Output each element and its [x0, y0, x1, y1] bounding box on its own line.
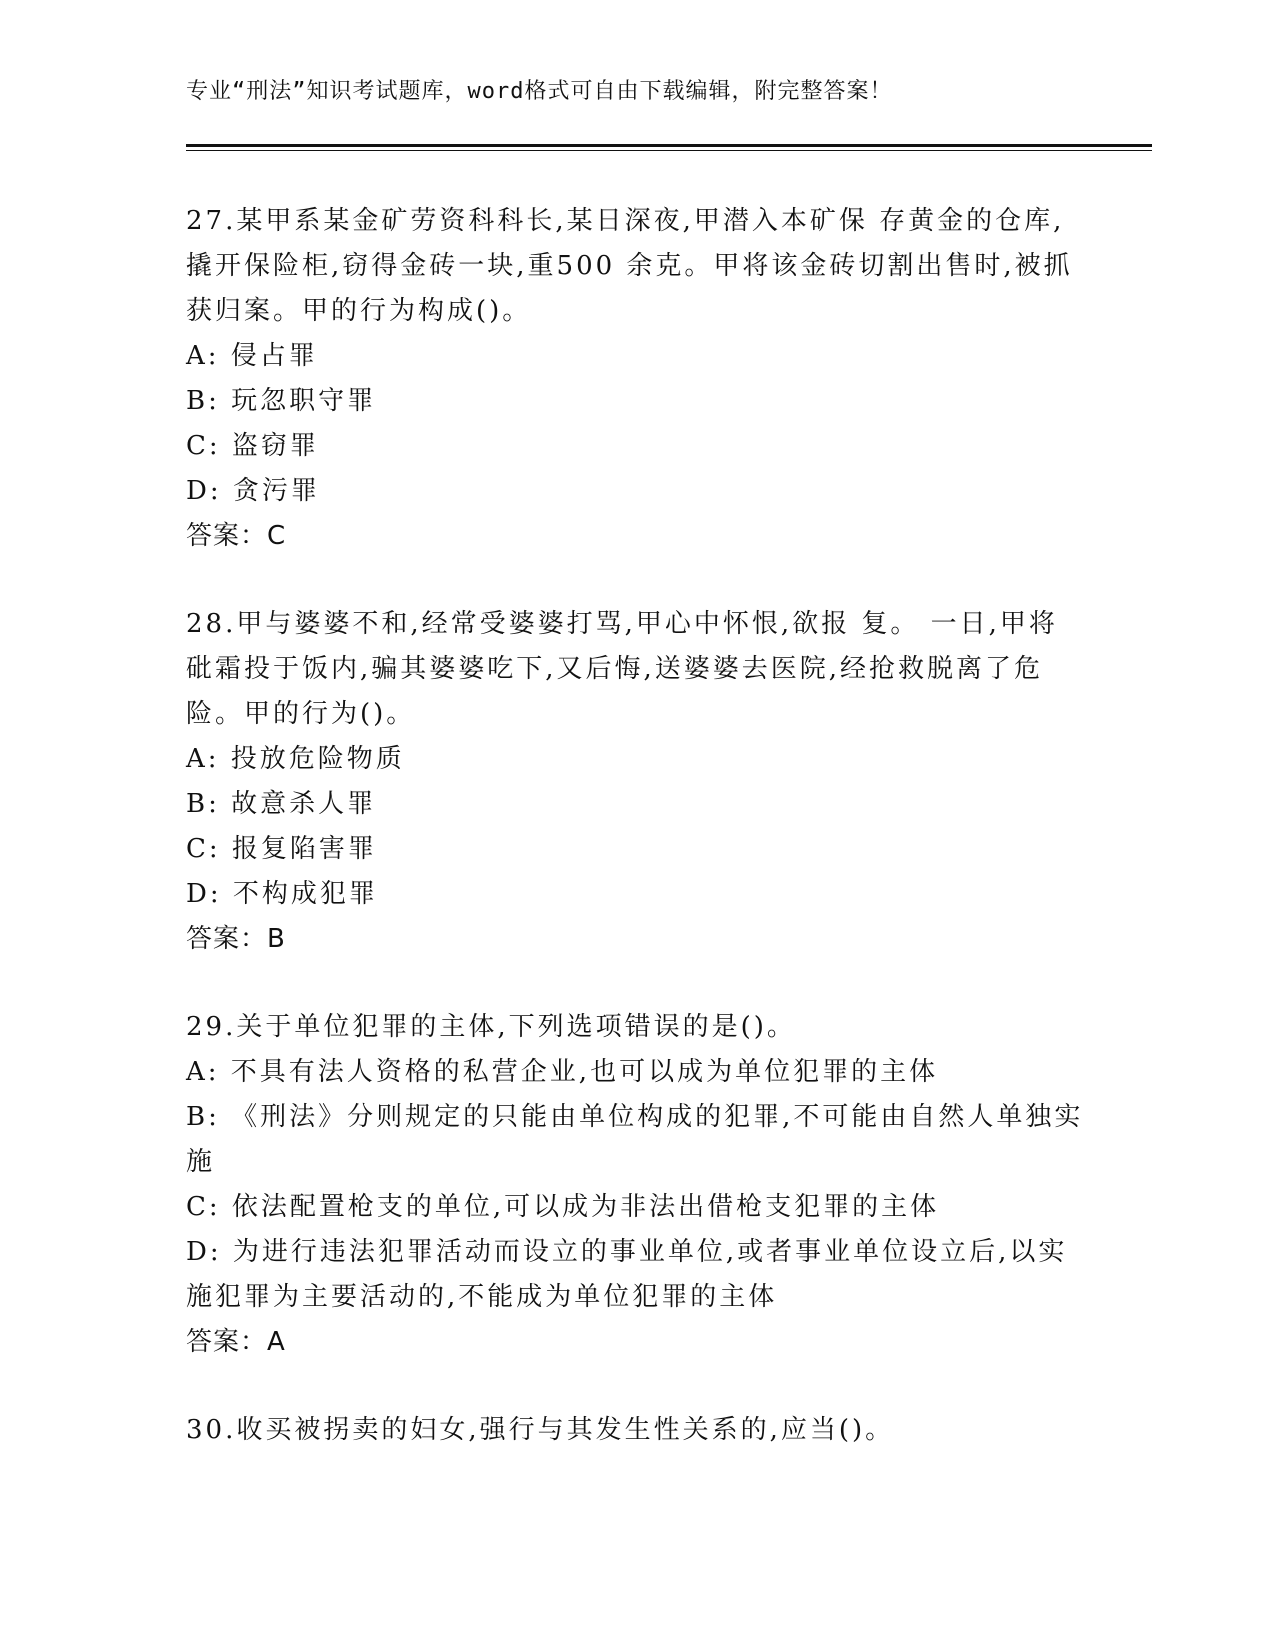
question-27: [186, 199, 1086, 559]
question-stem: 28.甲与婆婆不和,经常受婆婆打骂,甲心中怀恨,欲报 复。 一日,甲将砒霜投于饭内,骗其婆婆吃下,又后悔,送婆婆去医院,经抢救脱离了危险。甲的行为()。: [186, 609, 1058, 729]
option-b: B: 故意杀人罪: [186, 789, 377, 819]
question-stem: 30.收买被拐卖的妇女,强行与其发生性关系的,应当()。: [186, 1415, 895, 1445]
option-a: A: 不具有法人资格的私营企业,也可以成为单位犯罪的主体: [186, 1057, 939, 1087]
option-c: C: 报复陷害罪: [186, 834, 377, 864]
header-divider: [186, 144, 1152, 151]
question-list: [186, 199, 1086, 1453]
question-28: [186, 602, 1086, 962]
option-a: A: 侵占罪: [186, 341, 318, 371]
option-c: C: 盗窃罪: [186, 431, 319, 461]
option-a: A: 投放危险物质: [186, 744, 405, 774]
option-d: D: 为进行违法犯罪活动而设立的事业单位,或者事业单位设立后,以实施犯罪为主要活动的,不能成为单位犯罪的主体: [186, 1237, 1068, 1312]
option-d: D: 不构成犯罪: [186, 879, 378, 909]
page-header: 专业“刑法”知识考试题库，word格式可自由下载编辑，附完整答案！: [186, 79, 893, 104]
question-stem: 27.某甲系某金矿劳资科科长,某日深夜,甲潜入本矿保 存黄金的仓库,撬开保险柜,窃得金砖一块,重500 余克。甲将该金砖切割出售时,被抓获归案。甲的行为构成()。: [186, 206, 1073, 326]
question-29: [186, 1005, 1086, 1365]
option-d: D: 贪污罪: [186, 476, 320, 506]
question-stem: 29.关于单位犯罪的主体,下列选项错误的是()。: [186, 1012, 796, 1042]
question-30: [186, 1408, 1086, 1453]
answer: 答案：B: [186, 924, 286, 954]
option-b: B: 玩忽职守罪: [186, 386, 377, 416]
answer: 答案：A: [186, 1327, 286, 1357]
answer: 答案：C: [186, 521, 287, 551]
option-b: B: 《刑法》分则规定的只能由单位构成的犯罪,不可能由自然人单独实施: [186, 1102, 1084, 1177]
option-c: C: 依法配置枪支的单位,可以成为非法出借枪支犯罪的主体: [186, 1192, 940, 1222]
